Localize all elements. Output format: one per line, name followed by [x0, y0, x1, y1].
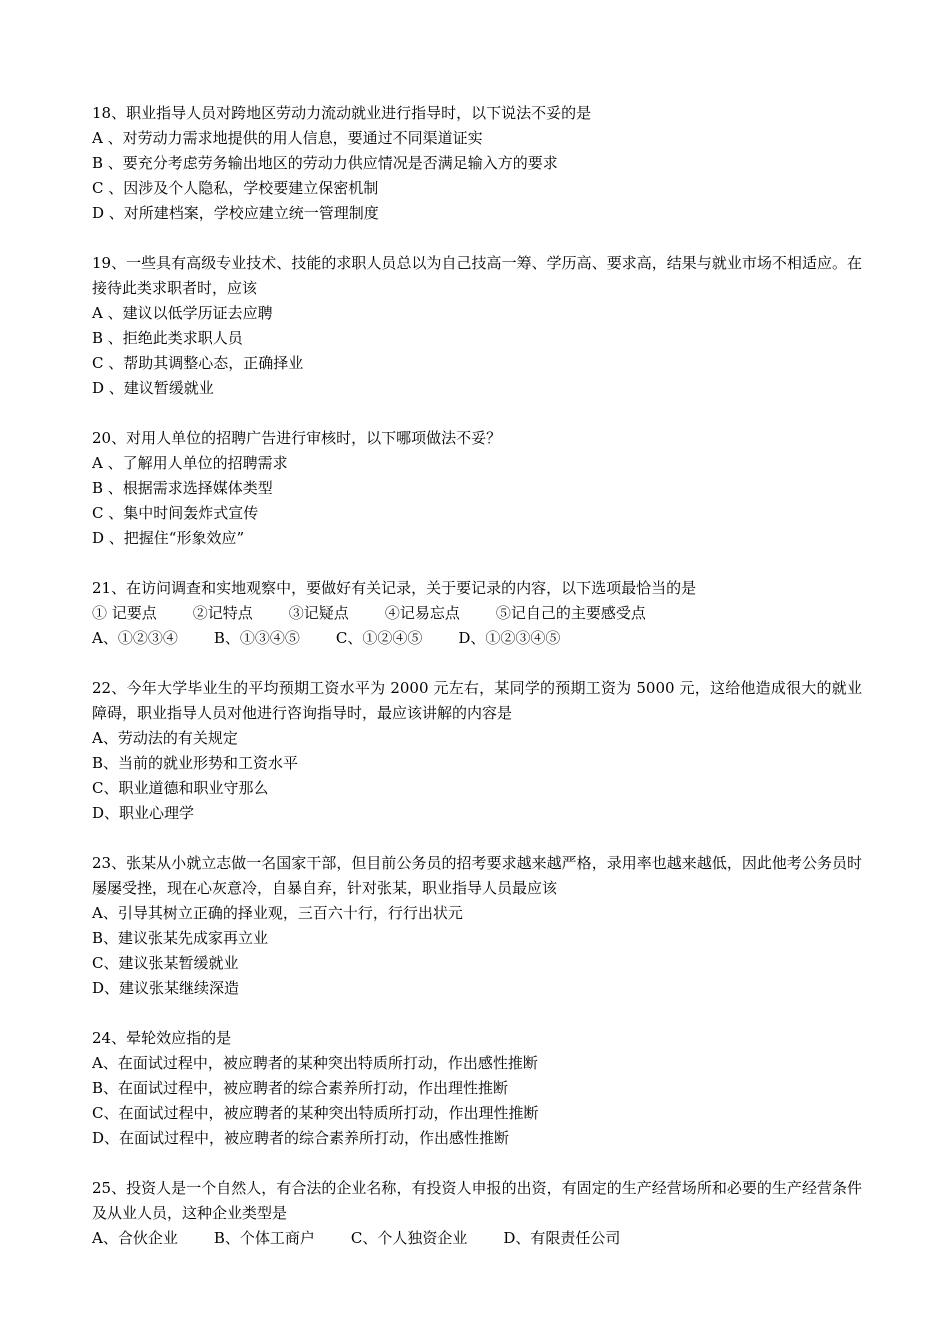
option-d: D、建议张某继续深造 [92, 979, 240, 997]
option-b: B 、要充分考虑劳务输出地区的劳动力供应情况是否满足输入方的要求 [92, 154, 558, 172]
option-b: B、当前的就业形势和工资水平 [92, 754, 299, 772]
question-stem: 19、一些具有高级专业技术、技能的求职人员总以为自己技高一筹、学历高、要求高，结果与就业市场不相适应。在接待此类求职者时，应该 [92, 254, 862, 297]
question-25 [92, 1176, 862, 1251]
option-b: B、在面试过程中，被应聘者的综合素养所打动，作出理性推断 [92, 1079, 509, 1097]
record-item: ②记特点 [192, 604, 253, 622]
option-a: A、①②③④ [92, 629, 178, 647]
choices-row [92, 1226, 862, 1251]
option-b: B 、拒绝此类求职人员 [92, 329, 243, 347]
option-d: D、职业心理学 [92, 804, 195, 822]
option-c: C 、集中时间轰炸式宣传 [92, 504, 259, 522]
option-c: C、①②④⑤ [335, 629, 423, 647]
option-c: C 、因涉及个人隐私，学校要建立保密机制 [92, 179, 379, 197]
option-d: D、有限责任公司 [503, 1229, 621, 1247]
question-20 [92, 426, 862, 551]
document-page [92, 101, 862, 1276]
option-a: A 、建议以低学历证去应聘 [92, 304, 273, 322]
record-item: ③记疑点 [288, 604, 349, 622]
option-a: A 、了解用人单位的招聘需求 [92, 454, 288, 472]
question-22 [92, 676, 862, 826]
question-23 [92, 851, 862, 1001]
question-19 [92, 251, 862, 401]
option-a: A、合伙企业 [92, 1229, 178, 1247]
question-stem: 22、今年大学毕业生的平均预期工资水平为 2000 元左右，某同学的预期工资为 5000 元，这给他造成很大的就业障碍，职业指导人员对他进行咨询指导时，最应该讲解的内容是 [92, 679, 862, 722]
option-c: C 、帮助其调整心态，正确择业 [92, 354, 304, 372]
option-b: B、个体工商户 [213, 1229, 315, 1247]
choices-row [92, 626, 862, 651]
option-d: D 、对所建档案，学校应建立统一管理制度 [92, 204, 379, 222]
option-c: C、个人独资企业 [350, 1229, 468, 1247]
question-21 [92, 576, 862, 651]
option-c: C、建议张某暂缓就业 [92, 954, 239, 972]
option-c: C、职业道德和职业守那么 [92, 779, 269, 797]
option-d: D、在面试过程中，被应聘者的综合素养所打动，作出感性推断 [92, 1129, 510, 1147]
option-a: A 、对劳动力需求地提供的用人信息，要通过不同渠道证实 [92, 129, 483, 147]
option-d: D、①②③④⑤ [458, 629, 561, 647]
question-stem: 23、张某从小就立志做一名国家干部，但目前公务员的招考要求越来越严格，录用率也越来越低，因此他考公务员时屡屡受挫，现在心灰意冷，自暴自弃，针对张某，职业指导人员最应该 [92, 854, 862, 897]
record-item: ④记易忘点 [384, 604, 460, 622]
option-d: D 、建议暂缓就业 [92, 379, 214, 397]
record-item: ① 记要点 [92, 604, 157, 622]
option-a: A、在面试过程中，被应聘者的某种突出特质所打动，作出感性推断 [92, 1054, 538, 1072]
question-stem: 18、职业指导人员对跨地区劳动力流动就业进行指导时，以下说法不妥的是 [92, 104, 592, 122]
question-24 [92, 1026, 862, 1151]
question-stem: 20、对用人单位的招聘广告进行审核时，以下哪项做法不妥？ [92, 429, 502, 447]
option-b: B 、根据需求选择媒体类型 [92, 479, 273, 497]
option-a: A、引导其树立正确的择业观，三百六十行，行行出状元 [92, 904, 463, 922]
question-stem: 25、投资人是一个自然人，有合法的企业名称，有投资人申报的出资，有固定的生产经营场所和必要的生产经营条件及从业人员，这种企业类型是 [92, 1179, 862, 1222]
option-b: B、建议张某先成家再立业 [92, 929, 269, 947]
option-d: D 、把握住“形象效应” [92, 529, 245, 547]
question-18 [92, 101, 862, 226]
record-items-row [92, 601, 862, 626]
option-a: A、劳动法的有关规定 [92, 729, 238, 747]
record-item: ⑤记自己的主要感受点 [495, 604, 646, 622]
question-stem: 24、晕轮效应指的是 [92, 1029, 232, 1047]
option-c: C、在面试过程中，被应聘者的某种突出特质所打动，作出理性推断 [92, 1104, 539, 1122]
option-b: B、①③④⑤ [213, 629, 300, 647]
question-stem: 21、在访问调查和实地观察中，要做好有关记录，关于要记录的内容，以下选项最恰当的是 [92, 579, 697, 597]
